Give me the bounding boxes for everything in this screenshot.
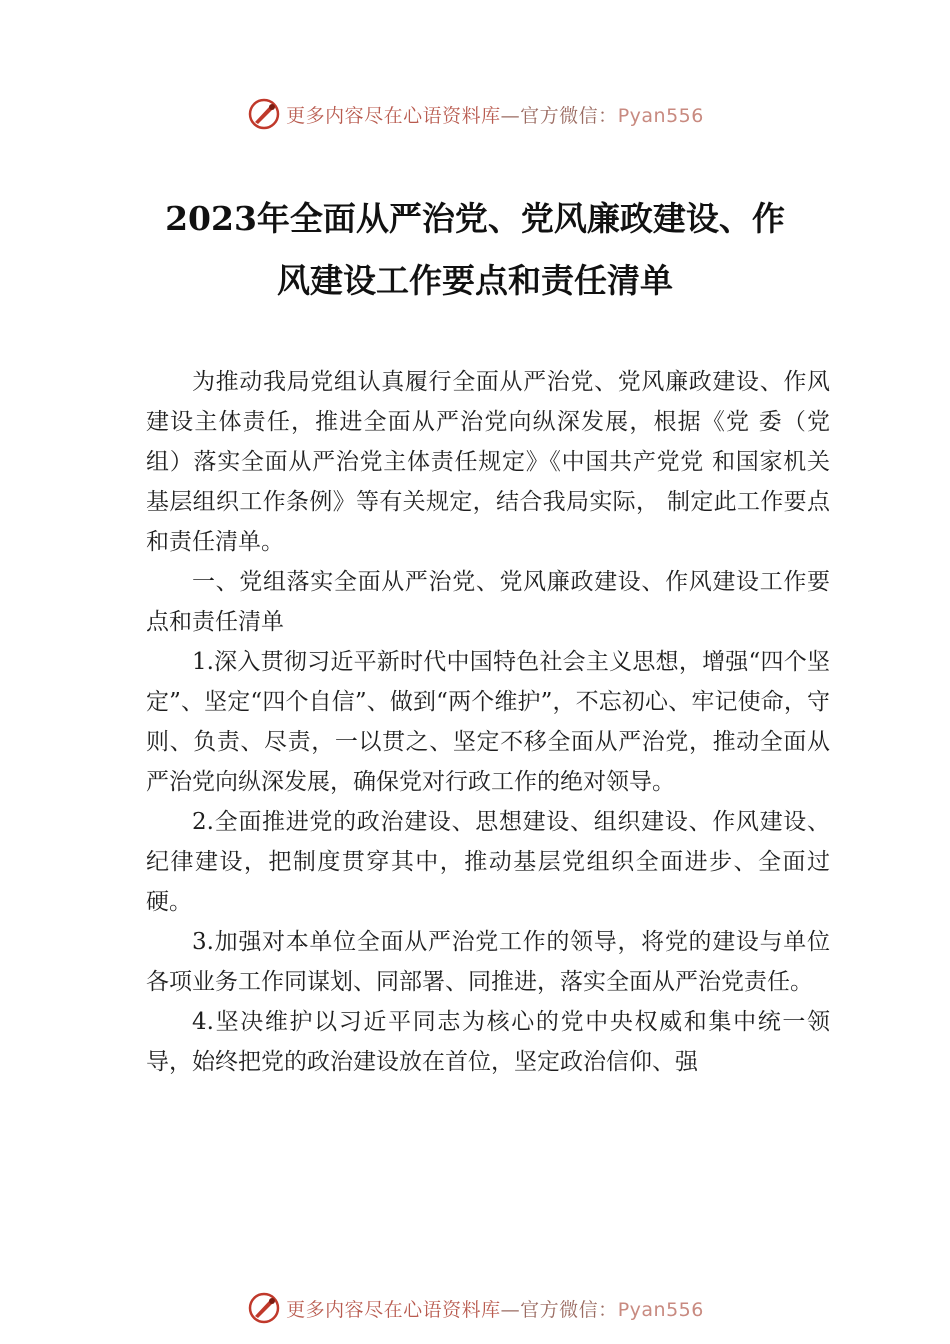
- banner-main: 更多内容尽在心语资料库: [286, 1298, 501, 1321]
- banner-dash: —: [500, 1298, 521, 1321]
- paragraph: 3.加强对本单位全面从严治党工作的领导，将党的建设与单位各项业务工作同谋划、同部署、同推进，落实全面从严治党责任。: [146, 929, 830, 995]
- header-banner: [0, 94, 950, 134]
- banner-sub: 官方微信：: [520, 104, 618, 127]
- banner-main: 更多内容尽在心语资料库: [286, 104, 501, 127]
- title-line-2: 风建设工作要点和责任清单: [277, 261, 673, 300]
- paragraph: 4.坚决维护以习近平同志为核心的党中央权威和集中统一领导，始终把党的政治建设放在首位，坚定政治信仰、强: [146, 1009, 830, 1075]
- banner-wechat-id: Pyan556: [617, 1298, 704, 1321]
- document-body: [146, 362, 830, 1082]
- footer-banner: [0, 1288, 950, 1328]
- title-line-1: 2023年全面从严治党、党风廉政建设、作: [165, 199, 785, 238]
- banner-dash: —: [500, 104, 521, 127]
- brand-logo-icon: [246, 96, 282, 132]
- paragraph: 一、党组落实全面从严治党、党风廉政建设、作风建设工作要点和责任清单: [146, 569, 830, 635]
- brand-logo-icon: [246, 1290, 282, 1326]
- paragraph: 为推动我局党组认真履行全面从严治党、党风廉政建设、作风建设主体责任，推进全面从严治党向纵深发展，根据《党 委（党组）落实全面从严治党主体责任规定》《中国共产党党 和国家机关基层组织工作条例》等有关规定，结合我局实际， 制定此工作要点和责任清单。: [146, 369, 830, 555]
- paragraph: 1.深入贯彻习近平新时代中国特色社会主义思想，增强“四个坚定”、坚定“四个自信”、做到“两个维护”，不忘初心、牢记使命，守则、负责、尽责，一以贯之、坚定不移全面从严治党，推动全面从严治党向纵深发展，确保党对行政工作的绝对领导。: [146, 649, 830, 795]
- banner-text: [286, 1295, 704, 1322]
- banner-sub: 官方微信：: [520, 1298, 618, 1321]
- paragraph: 2.全面推进党的政治建设、思想建设、组织建设、作风建设、纪律建设，把制度贯穿其中，推动基层党组织全面进步、全面过硬。: [146, 809, 830, 915]
- document-title: [140, 188, 810, 312]
- banner-wechat-id: Pyan556: [617, 104, 704, 127]
- banner-text: [286, 101, 704, 128]
